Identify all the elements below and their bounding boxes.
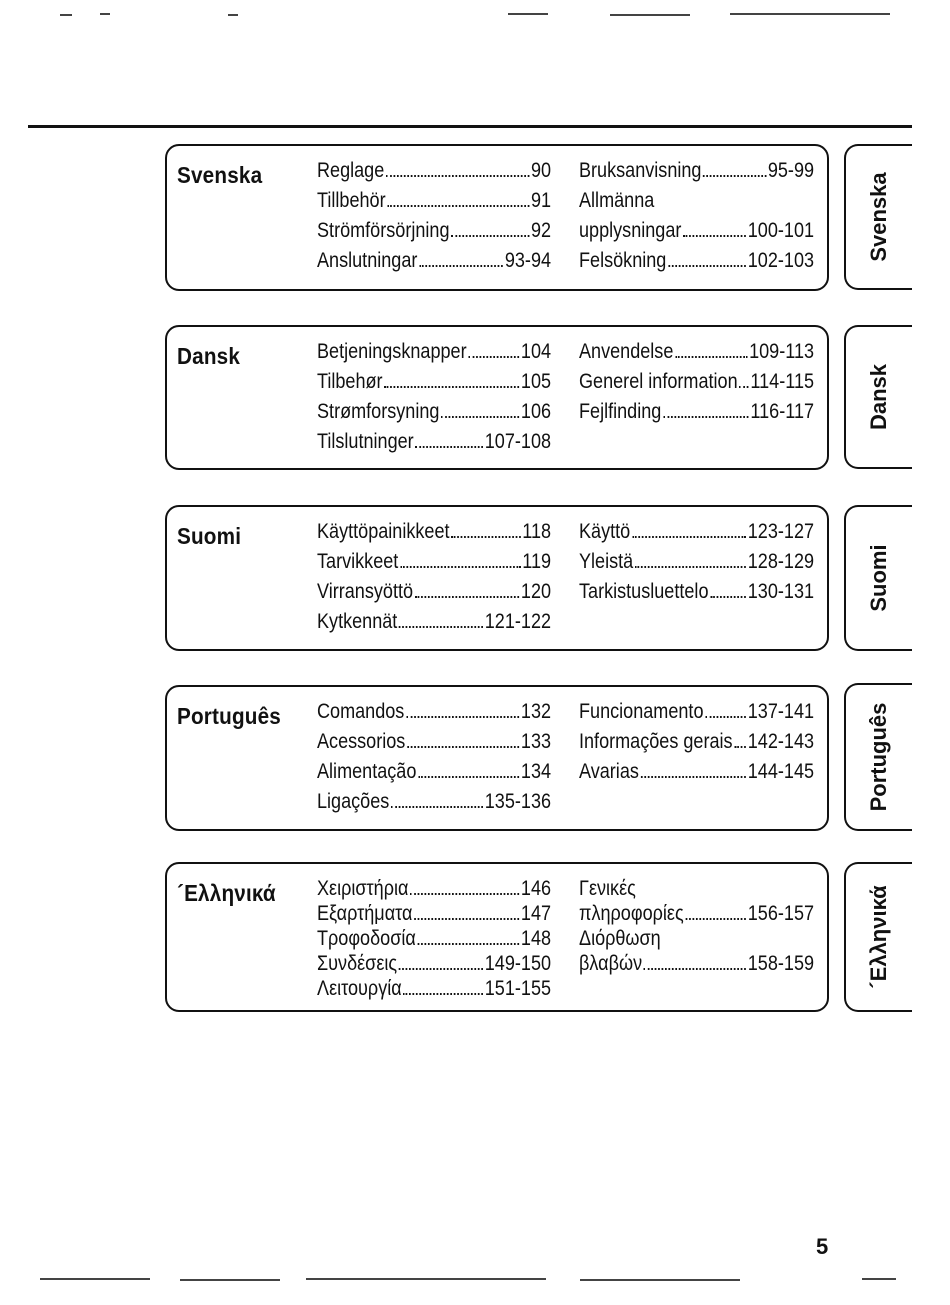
- entry-page: 123-127: [747, 520, 815, 543]
- scan-mark: [580, 1279, 740, 1281]
- tab-label: Português: [866, 702, 891, 812]
- entry-page: 107-108: [484, 430, 552, 453]
- toc-column: [579, 697, 814, 787]
- dot-leader: [403, 993, 483, 995]
- entry-title: Εξαρτήματα: [317, 902, 413, 925]
- toc-entry[interactable]: [317, 757, 551, 787]
- header-rule: [28, 125, 912, 128]
- entry-title: Tilslutninger: [317, 430, 414, 453]
- entry-page: 147: [520, 902, 552, 925]
- entry-title: Tilbehør: [317, 370, 383, 393]
- entry-title: Fejlfinding: [579, 400, 662, 423]
- toc-entry[interactable]: [317, 397, 551, 427]
- scan-mark: [730, 13, 890, 15]
- section-suomi: [165, 505, 829, 651]
- dot-leader: [675, 356, 747, 358]
- toc-column: [579, 156, 814, 276]
- dot-leader: [710, 596, 746, 598]
- entry-page: 146: [520, 877, 552, 900]
- entry-title: Yleistä: [579, 550, 634, 573]
- scan-mark: [228, 14, 238, 16]
- toc-column: [317, 517, 551, 637]
- toc-entry[interactable]: [317, 216, 551, 246]
- tab-label: Svenska: [866, 172, 891, 262]
- scan-mark: [180, 1279, 280, 1281]
- dot-leader: [419, 265, 503, 267]
- entry-page: 104: [520, 340, 552, 363]
- dot-leader: [683, 235, 746, 237]
- toc-entry[interactable]: [317, 186, 551, 216]
- toc-entry[interactable]: [317, 517, 551, 547]
- toc-entry[interactable]: [317, 367, 551, 397]
- entry-page: 149-150: [484, 952, 552, 975]
- page-number: 5: [816, 1234, 829, 1259]
- entry-page: 130-131: [747, 580, 815, 603]
- toc-column: [579, 517, 814, 607]
- dot-leader: [399, 626, 483, 628]
- entry-page: 134: [520, 760, 552, 783]
- section-ellinika: [165, 862, 829, 1012]
- toc-entry[interactable]: [579, 156, 814, 186]
- dot-leader: [399, 968, 483, 970]
- dot-leader: [703, 175, 766, 177]
- entry-page: 116-117: [750, 400, 815, 423]
- entry-title: Acessorios: [317, 730, 406, 753]
- entry-title: Τροφοδοσία: [317, 927, 416, 950]
- toc-entry[interactable]: [317, 607, 551, 637]
- entry-title: Διόρθωση: [579, 927, 661, 950]
- dot-leader: [641, 776, 746, 778]
- entry-page: 91: [530, 189, 552, 212]
- entry-title: Betjeningsknapper: [317, 340, 467, 363]
- toc-entry: [579, 876, 814, 901]
- toc-entry[interactable]: [579, 757, 814, 787]
- dot-leader: [414, 918, 519, 920]
- toc-entry[interactable]: [317, 427, 551, 457]
- entry-title: Bruksanvisning: [579, 159, 702, 182]
- dot-leader: [406, 716, 519, 718]
- dot-leader: [451, 235, 529, 237]
- dot-leader: [418, 776, 519, 778]
- dot-leader: [705, 716, 746, 718]
- entry-page: 156-157: [747, 902, 815, 925]
- toc-entry: [579, 926, 814, 951]
- entry-title: Käyttöpainikkeet: [317, 520, 450, 543]
- entry-page: 121-122: [484, 610, 552, 633]
- toc-entry[interactable]: [317, 156, 551, 186]
- entry-title: Strømforsyning: [317, 400, 440, 423]
- toc-entry[interactable]: [317, 951, 551, 976]
- entry-title: πληροφορίες: [579, 902, 684, 925]
- toc-entry[interactable]: [579, 951, 814, 976]
- toc-entry[interactable]: [317, 876, 551, 901]
- section-language-title: Svenska: [177, 162, 263, 188]
- toc-entry[interactable]: [317, 926, 551, 951]
- entry-page: 120: [520, 580, 552, 603]
- toc-entry[interactable]: [579, 727, 814, 757]
- entry-page: 100-101: [747, 219, 815, 242]
- dot-leader: [663, 416, 749, 418]
- toc-entry[interactable]: [579, 397, 814, 427]
- section-language-title: ´Ελληνικά: [177, 880, 276, 906]
- entry-title: Generel information: [579, 370, 738, 393]
- tab-label: Dansk: [866, 363, 891, 431]
- entry-page: 135-136: [484, 790, 552, 813]
- section-svenska: [165, 144, 829, 291]
- dot-leader: [668, 265, 746, 267]
- section-dansk: [165, 325, 829, 470]
- toc-entry[interactable]: [317, 697, 551, 727]
- entry-title: Tarkistusluettelo: [579, 580, 709, 603]
- toc-entry[interactable]: [579, 547, 814, 577]
- entry-page: 92: [530, 219, 552, 242]
- dot-leader: [739, 386, 748, 388]
- toc-entry[interactable]: [317, 246, 551, 276]
- tab-label: ´Ελληνικά: [866, 885, 891, 989]
- toc-entry[interactable]: [579, 577, 814, 607]
- entry-title: Reglage: [317, 159, 385, 182]
- toc-entry[interactable]: [317, 787, 551, 817]
- section-language-title: Dansk: [177, 343, 241, 369]
- entry-title: Ligações: [317, 790, 390, 813]
- entry-title: Tarvikkeet: [317, 550, 399, 573]
- entry-page: 93-94: [504, 249, 552, 272]
- scan-mark: [60, 14, 72, 16]
- entry-page: 151-155: [484, 977, 552, 1000]
- toc-entry[interactable]: [579, 337, 814, 367]
- section-portugues: [165, 685, 829, 831]
- dot-leader: [415, 446, 483, 448]
- tab-dansk[interactable]: [844, 325, 912, 469]
- entry-title: Strömförsörjning: [317, 219, 450, 242]
- toc-entry[interactable]: [579, 216, 814, 246]
- dot-leader: [734, 746, 746, 748]
- toc-entry[interactable]: [579, 697, 814, 727]
- toc-entry[interactable]: [317, 337, 551, 367]
- scan-mark: [100, 13, 110, 15]
- dot-leader: [410, 893, 519, 895]
- entry-page: 119: [522, 550, 552, 573]
- entry-page: 128-129: [747, 550, 815, 573]
- entry-title: Avarias: [579, 760, 639, 783]
- toc-column: [317, 697, 551, 817]
- dot-leader: [384, 386, 519, 388]
- dot-leader: [685, 918, 746, 920]
- tab-ellinika[interactable]: [844, 862, 912, 1012]
- entry-title: Allmänna: [579, 189, 655, 212]
- dot-leader: [387, 205, 529, 207]
- entry-title: Alimentação: [317, 760, 417, 783]
- tab-portugues[interactable]: [844, 683, 912, 831]
- dot-leader: [468, 356, 519, 358]
- entry-page: 132: [520, 700, 552, 723]
- entry-page: 144-145: [747, 760, 815, 783]
- entry-title: Comandos: [317, 700, 405, 723]
- toc-column: [317, 156, 551, 276]
- entry-title: Felsökning: [579, 249, 667, 272]
- toc-column: [317, 337, 551, 457]
- entry-page: 137-141: [747, 700, 815, 723]
- dot-leader: [418, 943, 520, 945]
- scan-mark: [508, 13, 548, 15]
- entry-title: Γενικές: [579, 877, 636, 900]
- entry-title: Käyttö: [579, 520, 631, 543]
- scan-mark: [610, 14, 690, 16]
- dot-leader: [451, 536, 520, 538]
- toc-entry[interactable]: [579, 367, 814, 397]
- dot-leader: [632, 536, 746, 538]
- tab-label: Suomi: [866, 544, 891, 612]
- entry-page: 118: [522, 520, 552, 543]
- toc-entry[interactable]: [317, 547, 551, 577]
- entry-title: βλαβών: [579, 952, 643, 975]
- section-language-title: Português: [177, 703, 281, 729]
- toc-entry[interactable]: [317, 577, 551, 607]
- toc-column: [579, 337, 814, 427]
- toc-entry[interactable]: [317, 976, 551, 1001]
- dot-leader: [407, 746, 519, 748]
- entry-page: 148: [520, 927, 552, 950]
- toc-entry[interactable]: [317, 901, 551, 926]
- toc-column: [317, 876, 551, 1001]
- scan-mark: [862, 1278, 896, 1280]
- entry-page: 105: [520, 370, 552, 393]
- scan-mark: [40, 1278, 150, 1280]
- entry-page: 142-143: [747, 730, 815, 753]
- dot-leader: [391, 806, 483, 808]
- entry-title: Λειτουργία: [317, 977, 402, 1000]
- entry-page: 102-103: [747, 249, 815, 272]
- entry-page: 90: [530, 159, 552, 182]
- toc-entry[interactable]: [317, 727, 551, 757]
- toc-entry[interactable]: [579, 517, 814, 547]
- entry-title: Tillbehör: [317, 189, 386, 212]
- entry-title: Anvendelse: [579, 340, 674, 363]
- dot-leader: [441, 416, 519, 418]
- entry-title: Informações gerais: [579, 730, 733, 753]
- toc-entry[interactable]: [579, 901, 814, 926]
- scan-mark: [306, 1278, 546, 1280]
- entry-page: 106: [520, 400, 552, 423]
- toc-column: [579, 876, 814, 976]
- tab-svenska[interactable]: [844, 144, 912, 290]
- entry-title: Συνδέσεις: [317, 952, 398, 975]
- entry-title: Anslutningar: [317, 249, 418, 272]
- entry-title: upplysningar: [579, 219, 682, 242]
- entry-title: Kytkennät: [317, 610, 398, 633]
- entry-page: 158-159: [747, 952, 815, 975]
- entry-page: 109-113: [749, 340, 815, 363]
- dot-leader: [644, 968, 746, 970]
- dot-leader: [400, 566, 521, 568]
- entry-page: 95-99: [767, 159, 815, 182]
- entry-title: Virransyöttö: [317, 580, 414, 603]
- entry-title: Χειριστήρια: [317, 877, 409, 900]
- entry-page: 114-115: [750, 370, 815, 393]
- tab-suomi[interactable]: [844, 505, 912, 651]
- entry-page: 133: [520, 730, 552, 753]
- dot-leader: [386, 175, 529, 177]
- dot-leader: [415, 596, 519, 598]
- entry-title: Funcionamento: [579, 700, 704, 723]
- toc-entry[interactable]: [579, 246, 814, 276]
- toc-entry: [579, 186, 814, 216]
- dot-leader: [635, 566, 746, 568]
- section-language-title: Suomi: [177, 523, 242, 549]
